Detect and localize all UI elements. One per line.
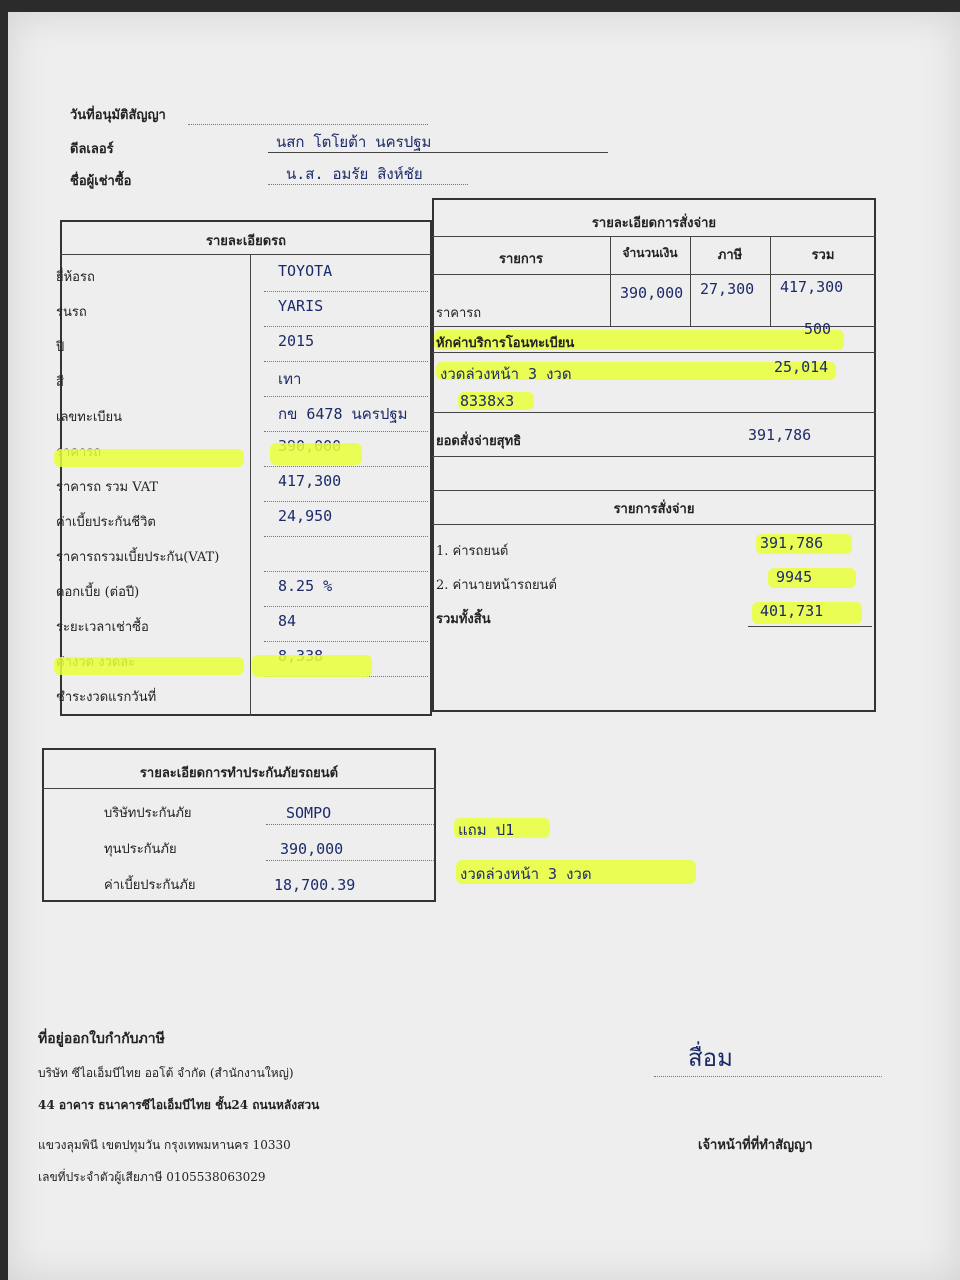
address-line-3: แขวงลุมพินี เขตปทุมวัน กรุงเทพมหานคร 10330 xyxy=(38,1138,291,1152)
col-tax-header: ภาษี xyxy=(717,248,743,263)
insured-capital-label: ทุนประกันภัย xyxy=(104,842,177,857)
car-price-tax: 27,300 xyxy=(700,280,755,298)
advance-calc: 8338x3 xyxy=(460,392,515,410)
insured-capital-line xyxy=(266,860,434,861)
car-row-divider xyxy=(264,571,428,572)
col-amount-header: จำนวนเงิน xyxy=(622,246,678,260)
payment-row-divider-5 xyxy=(432,490,876,491)
car-row-divider xyxy=(264,501,428,502)
order-total-label: รวมทั้งสิ้น xyxy=(436,612,491,627)
highlight-installment-label xyxy=(54,657,244,675)
car-row-divider xyxy=(264,326,428,327)
car-row-divider xyxy=(264,536,428,537)
insured-capital-value: 390,000 xyxy=(280,840,344,858)
car-row-value: 24,950 xyxy=(278,507,333,525)
car-row-label: เลขทะเบียน xyxy=(56,410,123,425)
address-line-2: 44 อาคาร ธนาคารซีไอเอ็มบีไทย ชั้น24 ถนนหลังสวน xyxy=(38,1098,320,1112)
document-page xyxy=(8,12,960,1280)
premium-label: ค่าเบี้ยประกันภัย xyxy=(104,878,196,893)
car-row-value: TOYOTA xyxy=(278,262,333,280)
order-total-value: 401,731 xyxy=(760,602,824,620)
insurance-header-divider xyxy=(42,788,436,789)
renter-label: ชื่อผู้เช่าซื้อ xyxy=(70,174,132,189)
payment-title-divider xyxy=(432,236,876,237)
payment-col-divider-1 xyxy=(610,236,611,326)
car-row-value: YARIS xyxy=(278,297,324,315)
payment-row-divider-4 xyxy=(432,456,876,457)
payment-details-table xyxy=(432,198,876,712)
dealer-line xyxy=(268,152,608,153)
signature: สื่อม xyxy=(688,1044,733,1072)
signature-line xyxy=(654,1076,882,1077)
col-item-header: รายการ xyxy=(498,252,544,267)
address-line-1: บริษัท ซีไอเอ็มบีไทย ออโต้ จำกัด (สำนักงานใหญ่) xyxy=(38,1066,294,1080)
payment-header-divider xyxy=(432,274,876,275)
advance-note: งวดล่วงหน้า 3 งวด xyxy=(440,365,572,383)
car-row-value: เทา xyxy=(278,370,302,388)
reg-fee-label: หักค่าบริการโอนทะเบียน xyxy=(436,336,575,351)
car-row-label: ชำระงวดแรกวันที่ xyxy=(56,690,157,705)
car-details-col-divider xyxy=(250,254,251,716)
order-item-1-value: 391,786 xyxy=(760,534,824,552)
net-label: ยอดสั่งจ่ายสุทธิ xyxy=(436,434,522,449)
col-total-header: รวม xyxy=(811,248,835,263)
car-row-label: ดอกเบี้ย (ต่อปี) xyxy=(56,585,140,600)
car-row-label: ค่าเบี้ยประกันชีวิต xyxy=(56,515,156,530)
order-item-2-value: 9945 xyxy=(776,568,813,586)
order-total-underline xyxy=(748,626,872,627)
car-details-title: รายละเอียดรถ xyxy=(205,234,286,249)
car-row-label: สี xyxy=(56,375,64,390)
approve-date-line xyxy=(188,124,428,125)
renter-value: น.ส. อมรัย สิงห์ชัย xyxy=(286,165,423,183)
payment-details-title: รายละเอียดการสั่งจ่าย xyxy=(591,216,717,231)
car-row-label: ปี xyxy=(56,340,65,355)
order-title: รายการสั่งจ่าย xyxy=(613,502,695,517)
insurer-line xyxy=(266,824,434,825)
car-row-label: ระยะเวลาเช่าซื้อ xyxy=(56,620,149,635)
payment-col-divider-3 xyxy=(770,236,771,326)
renter-line xyxy=(268,184,468,185)
premium-value: 18,700.39 xyxy=(274,876,356,894)
car-row-label: ราคารถรวมเบี้ยประกัน(VAT) xyxy=(56,550,220,565)
car-row-value: 2015 xyxy=(278,332,315,350)
car-row-divider xyxy=(264,396,428,397)
insurance-title: รายละเอียดการทำประกันภัยรถยนต์ xyxy=(139,766,339,781)
car-row-label: ยี่ห้อรถ xyxy=(56,270,95,285)
highlight-car-price-value xyxy=(270,443,362,465)
car-row-value: 84 xyxy=(278,612,297,630)
order-item-1-label: 1. ค่ารถยนต์ xyxy=(436,544,509,559)
car-row-value: 8.25 % xyxy=(278,577,333,595)
highlight-car-price-label xyxy=(54,449,244,467)
dealer-value: นสก โตโยต้า นครปฐม xyxy=(276,133,432,151)
signer-label: เจ้าหน้าที่ที่ทำสัญญา xyxy=(698,1138,813,1153)
payment-row-divider-6 xyxy=(432,524,876,525)
reg-fee-total: 500 xyxy=(804,320,832,338)
insurer-label: บริษัทประกันภัย xyxy=(104,806,192,821)
car-row-value: 417,300 xyxy=(278,472,342,490)
note-advance: งวดล่วงหน้า 3 งวด xyxy=(460,865,592,883)
car-row-divider xyxy=(264,641,428,642)
payment-row-divider-2 xyxy=(432,352,876,353)
highlight-installment-value xyxy=(252,655,372,677)
car-row-divider xyxy=(264,361,428,362)
car-row-divider xyxy=(264,291,428,292)
car-details-header-divider xyxy=(60,254,432,255)
approve-date-label: วันที่อนุมัติสัญญา xyxy=(70,108,166,123)
note-bonus: แถม ป1 xyxy=(458,821,515,839)
advance-value: 25,014 xyxy=(774,358,829,376)
order-item-2-label: 2. ค่านายหน้ารถยนต์ xyxy=(436,578,557,593)
address-title: ที่อยู่ออกใบกำกับภาษี xyxy=(38,1031,165,1047)
car-price-row-label: ราคารถ xyxy=(436,306,482,321)
car-price-amount: 390,000 xyxy=(620,284,684,302)
car-row-divider xyxy=(264,466,428,467)
car-price-total: 417,300 xyxy=(780,278,844,296)
payment-col-divider-2 xyxy=(690,236,691,326)
insurer-value: SOMPO xyxy=(286,804,332,822)
car-row-divider xyxy=(264,606,428,607)
car-row-value: กข 6478 นครปฐม xyxy=(278,405,408,423)
dealer-label: ดีลเลอร์ xyxy=(70,142,114,157)
net-value: 391,786 xyxy=(748,426,812,444)
car-row-divider xyxy=(264,431,428,432)
payment-row-divider-3 xyxy=(432,412,876,413)
address-line-4: เลขที่ประจำตัวผู้เสียภาษี 0105538063029 xyxy=(38,1170,266,1184)
car-row-label: ราคารถ รวม VAT xyxy=(56,480,159,495)
car-row-label: รุ่นรถ xyxy=(56,305,87,320)
